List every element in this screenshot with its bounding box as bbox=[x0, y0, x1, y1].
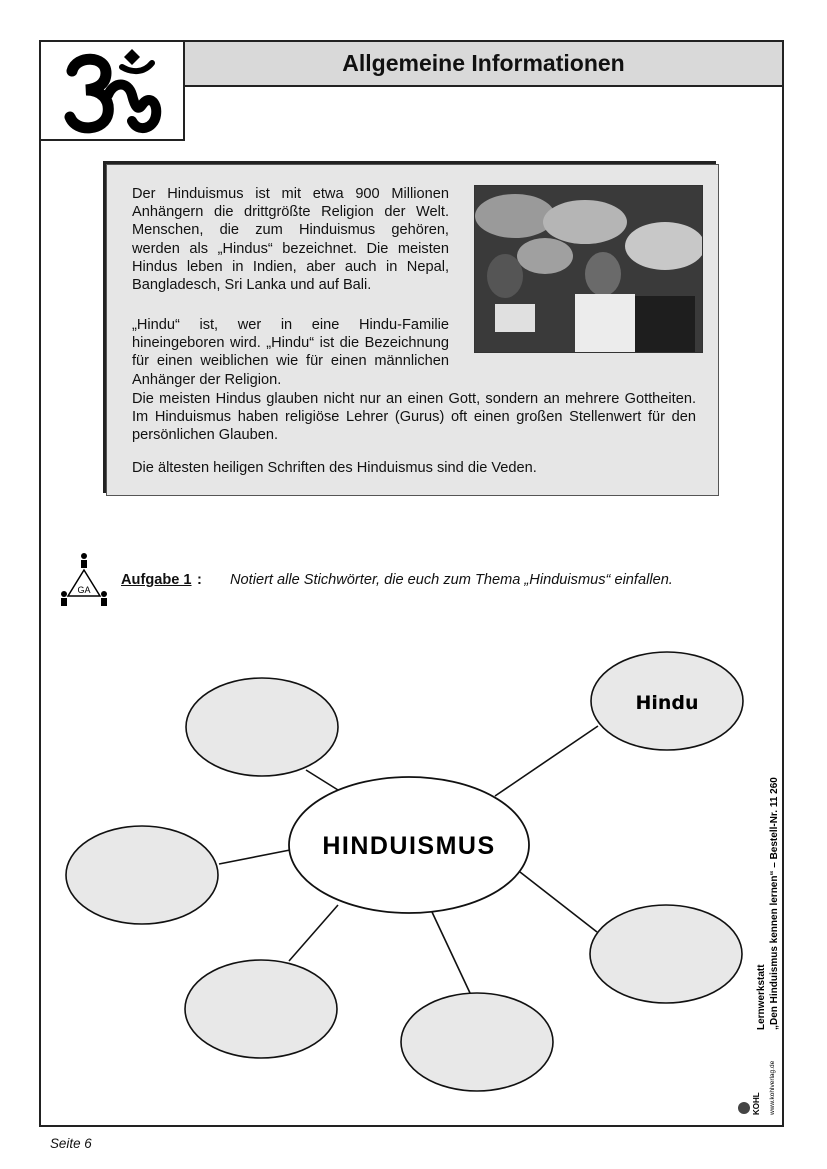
connector-bottom-right bbox=[520, 872, 597, 932]
mindmap-node-hindu-label: Hindu bbox=[635, 692, 699, 714]
info-paragraph-2: „Hindu“ ist, wer in eine Hindu-Familie hineingeboren wird. „Hindu“ ist die Bezeichnung für einen weiblichen wie für einen männlichen Anhänger der Religion. bbox=[132, 317, 449, 388]
mindmap-center-label: HINDUISMUS bbox=[322, 832, 496, 860]
task-label: Aufgabe 1 bbox=[121, 572, 192, 588]
info-paragraph-1: Der Hinduismus ist mit etwa 900 Millionen Anhängern die drittgrößte Religion der Welt. Menschen, die zum Hinduismus gehören, werden als „Hindus“ bezeichnet. Die meisten Hindus leben in Indien, aber auch in Nepal, Bangladesch, Sri Lanka und auf Bali. bbox=[132, 186, 449, 294]
mindmap-node-empty[interactable] bbox=[186, 678, 338, 776]
info-paragraph-3: Die meisten Hindus glauben nicht nur an einen Gott, sondern an mehrere Gottheiten. Im Hinduismus haben religiöse Lehrer (Gurus) oft einen großen Stellenwert für den persönlichen Glauben. bbox=[132, 391, 696, 444]
info-paragraph-4: Die ältesten heiligen Schriften des Hinduismus sind die Veden. bbox=[132, 460, 537, 476]
page-title: Allgemeine Informationen bbox=[342, 50, 625, 76]
task-colon: : bbox=[197, 572, 202, 588]
connector-top-left bbox=[306, 770, 338, 790]
connector-left bbox=[219, 850, 290, 864]
mindmap-node-empty[interactable] bbox=[401, 993, 553, 1091]
side-book-title: „Den Hinduismus kennen lernen“ – Bestell-Nr. 11 260 bbox=[769, 777, 780, 1030]
task-instruction: Notiert alle Stichwörter, die euch zum Thema „Hinduismus“ einfallen. bbox=[230, 572, 673, 588]
side-series-title: Lernwerkstatt bbox=[756, 964, 767, 1030]
connector-bottom bbox=[432, 912, 470, 993]
connector-top-right bbox=[495, 726, 598, 796]
side-vertical-text bbox=[740, 745, 790, 1125]
mindmap-node-empty[interactable] bbox=[185, 960, 337, 1058]
group-work-label: GA bbox=[77, 585, 91, 595]
connector-bottom-left bbox=[289, 905, 338, 961]
mindmap-node-empty[interactable] bbox=[590, 905, 742, 1003]
page-number: Seite 6 bbox=[50, 1136, 92, 1151]
publisher-website: www.kohlverlag.de bbox=[769, 1060, 776, 1115]
mindmap-node-empty[interactable] bbox=[66, 826, 218, 924]
publisher-name: KOHL bbox=[752, 1092, 761, 1115]
